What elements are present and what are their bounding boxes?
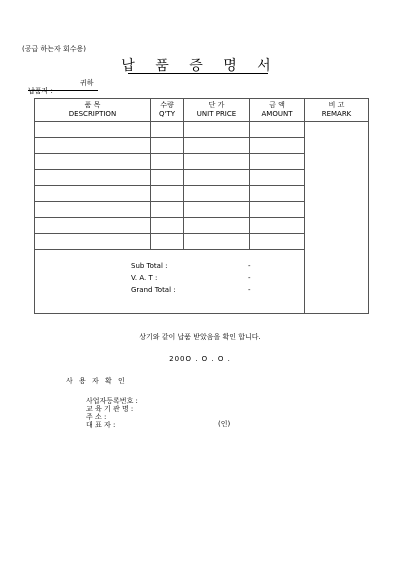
title-underline — [128, 73, 268, 74]
vat-label: V. A. T : — [131, 274, 158, 282]
document-title: 납 품 증 명 서 — [121, 58, 279, 74]
supplier-label: 납품자 : — [28, 87, 53, 95]
registration-number-label: 사업자등록번호 : — [86, 397, 138, 405]
grand-total-value: - — [248, 286, 251, 294]
address-label: 주 소 : — [86, 413, 107, 421]
representative-label: 대 표 자 : — [86, 421, 116, 429]
remark-cell — [305, 122, 369, 314]
seal-mark: (인) — [218, 420, 231, 428]
totals-cell — [35, 250, 305, 314]
grand-total-label: Grand Total : — [131, 286, 176, 294]
date-line: 200O . O . O . — [169, 355, 231, 363]
table-header-row — [35, 99, 369, 122]
table-row — [35, 122, 369, 138]
institution-name-label: 교 육 기 관 명 : — [86, 405, 134, 413]
sub-total-label: Sub Total : — [131, 262, 168, 270]
header-remark: 비 고 REMARK — [305, 99, 369, 122]
vat-value: - — [248, 274, 251, 282]
addressee-honorific: 귀하 — [80, 79, 94, 87]
sub-total-value: - — [248, 262, 251, 270]
header-unit-price: 단 가 UNIT PRICE — [184, 99, 250, 122]
header-amount: 금 액 AMOUNT — [250, 99, 305, 122]
confirmation-statement: 상기와 같이 납품 받았음을 확인 합니다. — [139, 333, 261, 341]
items-table — [34, 98, 369, 314]
copy-note: (공급 하는자 회수용) — [22, 45, 87, 53]
user-confirmation-heading: 사 용 자 확 인 — [66, 377, 127, 385]
header-quantity: 수량 Q'TY — [151, 99, 184, 122]
header-description: 품 목 DESCRIPTION — [35, 99, 151, 122]
